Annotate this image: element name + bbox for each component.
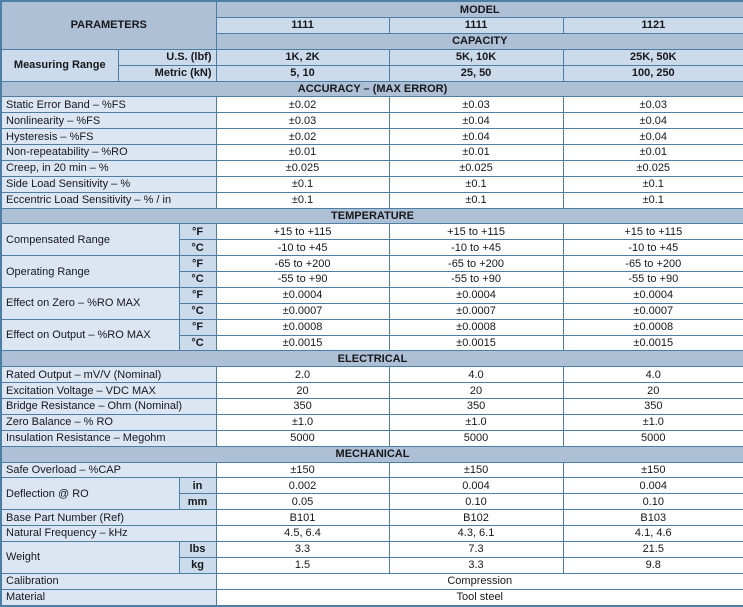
value-cell: ±0.0008: [389, 319, 563, 335]
value-cell: -10 to +45: [216, 240, 389, 256]
model-value-cell: 1111: [389, 18, 563, 34]
value-cell: B103: [563, 510, 743, 526]
value-cell: -10 to +45: [389, 240, 563, 256]
section-header-temperature: TEMPERATURE: [1, 208, 743, 224]
value-cell: ±0.1: [563, 192, 743, 208]
value-cell: 20: [389, 383, 563, 399]
model-value-cell: 1111: [216, 18, 389, 34]
unit-cell-lbs: lbs: [179, 541, 216, 557]
model-value-cell: 1121: [563, 18, 743, 34]
capacity-value-cell: 25, 50: [389, 65, 563, 81]
value-cell: 3.3: [216, 541, 389, 557]
param-label-cell: Excitation Voltage – VDC MAX: [1, 383, 216, 399]
value-cell: ±0.025: [563, 160, 743, 176]
param-label-cell: Material: [1, 589, 216, 606]
value-cell: 20: [563, 383, 743, 399]
value-cell: ±0.0004: [563, 287, 743, 303]
value-cell: 0.002: [216, 478, 389, 494]
value-cell: ±0.03: [389, 97, 563, 113]
value-cell: ±0.01: [389, 145, 563, 161]
value-cell: ±0.0004: [389, 287, 563, 303]
unit-cell-us-lbf: U.S. (lbf): [118, 49, 216, 65]
param-label-cell: Zero Balance – % RO: [1, 414, 216, 430]
value-cell: -55 to +90: [563, 272, 743, 288]
section-header-accuracy: ACCURACY – (MAX ERROR): [1, 81, 743, 97]
value-cell: ±0.01: [563, 145, 743, 161]
value-cell: -65 to +200: [216, 256, 389, 272]
value-cell: 0.05: [216, 494, 389, 510]
param-label-cell: Calibration: [1, 573, 216, 589]
value-cell: ±0.0007: [216, 303, 389, 319]
value-cell-span: Compression: [216, 573, 743, 589]
value-cell: ±0.03: [216, 113, 389, 129]
unit-cell-f: °F: [179, 287, 216, 303]
value-cell: ±0.025: [216, 160, 389, 176]
value-cell: 0.10: [563, 494, 743, 510]
value-cell: ±0.01: [216, 145, 389, 161]
value-cell: B101: [216, 510, 389, 526]
param-label-cell: Compensated Range: [1, 224, 179, 256]
value-cell: ±0.0007: [563, 303, 743, 319]
value-cell: B102: [389, 510, 563, 526]
value-cell: 21.5: [563, 541, 743, 557]
param-label-cell: Safe Overload – %CAP: [1, 462, 216, 478]
unit-cell-c: °C: [179, 240, 216, 256]
value-cell: 350: [563, 399, 743, 415]
value-cell: -55 to +90: [216, 272, 389, 288]
value-cell: 350: [216, 399, 389, 415]
param-label-cell: Weight: [1, 541, 179, 573]
value-cell: 2.0: [216, 367, 389, 383]
capacity-value-cell: 25K, 50K: [563, 49, 743, 65]
value-cell: ±0.0015: [563, 335, 743, 351]
value-cell: +15 to +115: [389, 224, 563, 240]
value-cell: 4.3, 6.1: [389, 526, 563, 542]
param-label-cell: Rated Output – mV/V (Nominal): [1, 367, 216, 383]
value-cell: 7.3: [389, 541, 563, 557]
capacity-value-cell: 5K, 10K: [389, 49, 563, 65]
value-cell: ±0.0015: [216, 335, 389, 351]
measuring-range-label-cell: Measuring Range: [1, 49, 118, 81]
value-cell-span: Tool steel: [216, 589, 743, 606]
value-cell: ±0.1: [216, 192, 389, 208]
model-header-cell: MODEL: [216, 1, 743, 18]
value-cell: 20: [216, 383, 389, 399]
capacity-header-cell: CAPACITY: [216, 33, 743, 49]
capacity-value-cell: 100, 250: [563, 65, 743, 81]
value-cell: ±0.04: [389, 113, 563, 129]
value-cell: 5000: [389, 430, 563, 446]
value-cell: ±0.025: [389, 160, 563, 176]
capacity-value-cell: 1K, 2K: [216, 49, 389, 65]
value-cell: ±0.03: [563, 97, 743, 113]
value-cell: ±0.0015: [389, 335, 563, 351]
value-cell: -55 to +90: [389, 272, 563, 288]
value-cell: ±0.0004: [216, 287, 389, 303]
value-cell: ±0.04: [389, 129, 563, 145]
unit-cell-c: °C: [179, 335, 216, 351]
value-cell: ±0.0008: [216, 319, 389, 335]
value-cell: ±0.1: [389, 176, 563, 192]
value-cell: ±0.02: [216, 97, 389, 113]
param-label-cell: Operating Range: [1, 256, 179, 288]
unit-cell-c: °C: [179, 303, 216, 319]
unit-cell-f: °F: [179, 256, 216, 272]
param-label-cell: Bridge Resistance – Ohm (Nominal): [1, 399, 216, 415]
value-cell: ±1.0: [563, 414, 743, 430]
value-cell: ±0.0008: [563, 319, 743, 335]
param-label-cell: Side Load Sensitivity – %: [1, 176, 216, 192]
value-cell: ±0.1: [389, 192, 563, 208]
value-cell: 9.8: [563, 557, 743, 573]
value-cell: 0.004: [389, 478, 563, 494]
value-cell: ±0.04: [563, 113, 743, 129]
value-cell: ±150: [389, 462, 563, 478]
param-label-cell: Eccentric Load Sensitivity – % / in: [1, 192, 216, 208]
value-cell: ±0.04: [563, 129, 743, 145]
section-header-mechanical: MECHANICAL: [1, 446, 743, 462]
value-cell: 0.10: [389, 494, 563, 510]
param-label-cell: Effect on Zero – %RO MAX: [1, 287, 179, 319]
param-label-cell: Creep, in 20 min – %: [1, 160, 216, 176]
unit-cell-c: °C: [179, 272, 216, 288]
param-label-cell: Nonlinearity – %FS: [1, 113, 216, 129]
value-cell: -65 to +200: [389, 256, 563, 272]
param-label-cell: Deflection @ RO: [1, 478, 179, 510]
value-cell: ±0.1: [216, 176, 389, 192]
value-cell: 4.5, 6.4: [216, 526, 389, 542]
value-cell: 1.5: [216, 557, 389, 573]
unit-cell-mm: mm: [179, 494, 216, 510]
value-cell: ±150: [216, 462, 389, 478]
value-cell: 5000: [216, 430, 389, 446]
param-label-cell: Natural Frequency – kHz: [1, 526, 216, 542]
value-cell: -65 to +200: [563, 256, 743, 272]
value-cell: ±1.0: [389, 414, 563, 430]
param-label-cell: Hysteresis – %FS: [1, 129, 216, 145]
param-label-cell: Insulation Resistance – Megohm: [1, 430, 216, 446]
unit-cell-kg: kg: [179, 557, 216, 573]
value-cell: -10 to +45: [563, 240, 743, 256]
value-cell: ±1.0: [216, 414, 389, 430]
value-cell: 4.0: [563, 367, 743, 383]
param-label-cell: Effect on Output – %RO MAX: [1, 319, 179, 351]
param-label-cell: Base Part Number (Ref): [1, 510, 216, 526]
param-label-cell: Static Error Band – %FS: [1, 97, 216, 113]
value-cell: ±0.02: [216, 129, 389, 145]
capacity-value-cell: 5, 10: [216, 65, 389, 81]
unit-cell-f: °F: [179, 224, 216, 240]
value-cell: 5000: [563, 430, 743, 446]
parameters-header-cell: PARAMETERS: [1, 1, 216, 49]
value-cell: +15 to +115: [216, 224, 389, 240]
value-cell: 350: [389, 399, 563, 415]
value-cell: ±150: [563, 462, 743, 478]
unit-cell-in: in: [179, 478, 216, 494]
value-cell: 4.0: [389, 367, 563, 383]
param-label-cell: Non-repeatability – %RO: [1, 145, 216, 161]
unit-cell-metric-kn: Metric (kN): [118, 65, 216, 81]
section-header-electrical: ELECTRICAL: [1, 351, 743, 367]
unit-cell-f: °F: [179, 319, 216, 335]
value-cell: +15 to +115: [563, 224, 743, 240]
value-cell: 4.1, 4.6: [563, 526, 743, 542]
value-cell: ±0.0007: [389, 303, 563, 319]
value-cell: ±0.1: [563, 176, 743, 192]
value-cell: 3.3: [389, 557, 563, 573]
value-cell: 0.004: [563, 478, 743, 494]
